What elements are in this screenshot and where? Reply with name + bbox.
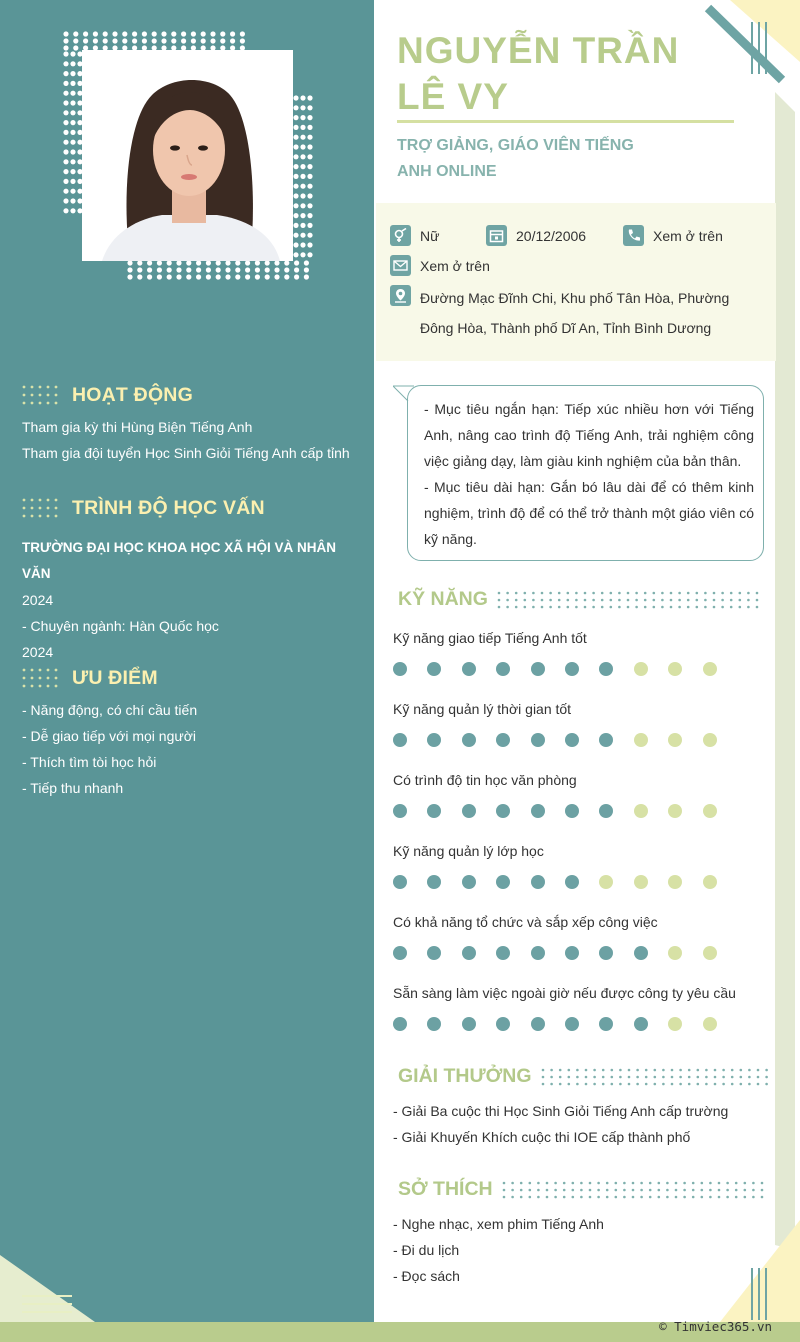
rating-dot-filled <box>393 875 407 889</box>
rating-dot-empty <box>599 875 613 889</box>
objective-long-term: - Mục tiêu dài hạn: Gắn bó lâu dài để có thêm kinh nghiệm, trình độ để có thể trở thành một giáo viên có kỹ năng. <box>424 479 754 547</box>
rating-dot-empty <box>703 804 717 818</box>
rating-dot-filled <box>462 1017 476 1031</box>
job-title: TRỢ GIẢNG, GIÁO VIÊN TIẾNG ANH ONLINE <box>397 137 634 180</box>
award-item: - Giải Ba cuộc thi Học Sinh Giỏi Tiếng Anh cấp trường <box>393 1103 729 1119</box>
rating-dot-empty <box>668 1017 682 1031</box>
skill-rating <box>393 946 737 960</box>
email-icon <box>390 255 411 276</box>
rating-dot-filled <box>496 662 510 676</box>
rating-dot-empty <box>634 733 648 747</box>
rating-dot-empty <box>668 946 682 960</box>
rating-dot-filled <box>599 1017 613 1031</box>
hobby-item: - Nghe nhạc, xem phim Tiếng Anh <box>393 1216 604 1232</box>
rating-dot-filled <box>565 804 579 818</box>
rating-dot-filled <box>599 804 613 818</box>
rating-dot-empty <box>634 875 648 889</box>
award-item: - Giải Khuyến Khích cuộc thi IOE cấp thành phố <box>393 1129 691 1145</box>
objective-short-term: - Mục tiêu ngắn hạn: Tiếp xúc nhiều hơn với Tiếng Anh, nâng cao trình độ Tiếng Anh, trải nghiệm công việc giảng dạy, làm giàu kinh nghiệm của bản thân. <box>424 401 754 469</box>
strength-item: - Thích tìm tòi học hỏi <box>22 754 157 770</box>
rating-dot-empty <box>668 662 682 676</box>
rating-dot-filled <box>427 946 441 960</box>
rating-dot-filled <box>565 662 579 676</box>
profile-photo <box>82 50 293 261</box>
activities-title: HOẠT ĐỘNG <box>72 383 193 406</box>
rating-dot-empty <box>703 875 717 889</box>
hobbies-list <box>393 1211 604 1289</box>
rating-dot-empty <box>634 804 648 818</box>
phone-value: Xem ở trên <box>653 227 723 244</box>
strengths-section <box>22 663 362 801</box>
school-name: TRƯỜNG ĐẠI HỌC KHOA HỌC XÃ HỘI VÀ NHÂN VĂN <box>22 540 336 581</box>
rating-dot-filled <box>565 946 579 960</box>
hobby-item: - Đọc sách <box>393 1268 460 1284</box>
dots-decoration <box>540 1067 772 1087</box>
name-underline <box>397 120 734 123</box>
skill-name: Có trình độ tin học văn phòng <box>393 772 577 788</box>
corner-decoration <box>0 1255 120 1322</box>
photo-frame <box>60 28 316 283</box>
rating-dot-filled <box>531 946 545 960</box>
rating-dot-filled <box>462 946 476 960</box>
skill-rating <box>393 662 737 676</box>
rating-dot-empty <box>634 662 648 676</box>
rating-dot-filled <box>565 733 579 747</box>
rating-dot-filled <box>496 1017 510 1031</box>
rating-dot-filled <box>599 662 613 676</box>
full-name: NGUYỄN TRẦN LÊ VY <box>397 30 680 117</box>
skill-rating <box>393 733 737 747</box>
dots-decoration <box>501 1180 765 1200</box>
rating-dot-empty <box>703 946 717 960</box>
rating-dot-filled <box>531 875 545 889</box>
activity-item: Tham gia đội tuyển Học Sinh Giỏi Tiếng Anh cấp tỉnh <box>22 445 350 461</box>
birthday-info <box>486 225 586 246</box>
address-info <box>390 285 420 306</box>
hobby-item: - Đi du lịch <box>393 1242 460 1258</box>
dots-decoration <box>22 384 64 406</box>
rating-dot-filled <box>427 662 441 676</box>
education-section <box>22 493 362 665</box>
skill-name: Kỹ năng quản lý lớp học <box>393 843 544 859</box>
rating-dot-filled <box>496 804 510 818</box>
hobbies-heading <box>398 1178 765 1201</box>
rating-dot-filled <box>393 1017 407 1031</box>
rating-dot-filled <box>427 733 441 747</box>
skill-name: Có khả năng tổ chức và sắp xếp công việc <box>393 914 658 930</box>
skill-rating <box>393 804 737 818</box>
rating-dot-filled <box>634 946 648 960</box>
skill-name: Kỹ năng giao tiếp Tiếng Anh tốt <box>393 630 587 646</box>
rating-dot-empty <box>668 804 682 818</box>
watermark-credit: © Timviec365.vn <box>659 1319 772 1334</box>
strengths-title: ƯU ĐIỂM <box>72 666 158 689</box>
strength-item: - Dễ giao tiếp với mọi người <box>22 728 197 744</box>
rating-dot-filled <box>462 662 476 676</box>
gender-icon <box>390 225 411 246</box>
skills-title: KỸ NĂNG <box>398 588 488 610</box>
awards-title: GIẢI THƯỞNG <box>398 1065 532 1087</box>
rating-dot-filled <box>634 1017 648 1031</box>
rating-dot-filled <box>599 733 613 747</box>
rating-dot-filled <box>427 875 441 889</box>
dots-decoration <box>496 590 760 610</box>
rating-dot-filled <box>427 804 441 818</box>
skills-heading <box>398 588 760 611</box>
skill-rating <box>393 875 737 889</box>
rating-dot-filled <box>462 875 476 889</box>
skill-rating <box>393 1017 737 1031</box>
rating-dot-filled <box>565 875 579 889</box>
rating-dot-filled <box>565 1017 579 1031</box>
dots-decoration <box>22 497 64 519</box>
rating-dot-filled <box>496 875 510 889</box>
sidebar <box>0 0 374 1322</box>
location-icon <box>390 285 411 306</box>
rating-dot-filled <box>599 946 613 960</box>
gender-info <box>390 225 439 246</box>
rating-dot-filled <box>531 1017 545 1031</box>
rating-dot-filled <box>393 733 407 747</box>
gender-value: Nữ <box>420 227 440 244</box>
education-year: 2024 <box>22 592 54 608</box>
rating-dot-empty <box>668 875 682 889</box>
activities-section <box>22 380 362 466</box>
education-major: - Chuyên ngành: Hàn Quốc học <box>22 618 219 634</box>
skill-name: Kỹ năng quản lý thời gian tốt <box>393 701 572 717</box>
strength-item: - Năng động, có chí cầu tiến <box>22 702 198 718</box>
dots-decoration <box>22 667 64 689</box>
rating-dot-filled <box>427 1017 441 1031</box>
awards-heading <box>398 1065 772 1088</box>
rating-dot-empty <box>703 733 717 747</box>
strength-item: - Tiếp thu nhanh <box>22 780 124 796</box>
education-year: 2024 <box>22 644 54 660</box>
rating-dot-filled <box>462 733 476 747</box>
rating-dot-empty <box>703 662 717 676</box>
education-title: TRÌNH ĐỘ HỌC VẤN <box>72 496 265 519</box>
activity-item: Tham gia kỳ thi Hùng Biện Tiếng Anh <box>22 419 253 435</box>
birthday-value: 20/12/2006 <box>516 227 587 244</box>
awards-list <box>393 1098 728 1150</box>
rating-dot-filled <box>393 662 407 676</box>
rating-dot-filled <box>496 733 510 747</box>
rating-dot-filled <box>531 804 545 818</box>
email-info <box>390 255 490 276</box>
rating-dot-empty <box>668 733 682 747</box>
hobbies-title: SỞ THÍCH <box>398 1178 493 1200</box>
rating-dot-filled <box>531 662 545 676</box>
rating-dot-filled <box>393 946 407 960</box>
phone-icon <box>623 225 644 246</box>
address-value: Đường Mạc Đĩnh Chi, Khu phố Tân Hòa, Phường Đông Hòa, Thành phố Dĩ An, Tỉnh Bình Dương <box>420 290 730 336</box>
phone-info <box>623 225 723 246</box>
rating-dot-empty <box>703 1017 717 1031</box>
rating-dot-filled <box>462 804 476 818</box>
rating-dot-filled <box>393 804 407 818</box>
email-value: Xem ở trên <box>420 257 490 274</box>
calendar-icon <box>486 225 507 246</box>
skill-name: Sẵn sàng làm việc ngoài giờ nếu được công ty yêu cầu <box>393 985 736 1001</box>
career-objective <box>407 385 764 561</box>
rating-dot-filled <box>531 733 545 747</box>
rating-dot-filled <box>496 946 510 960</box>
